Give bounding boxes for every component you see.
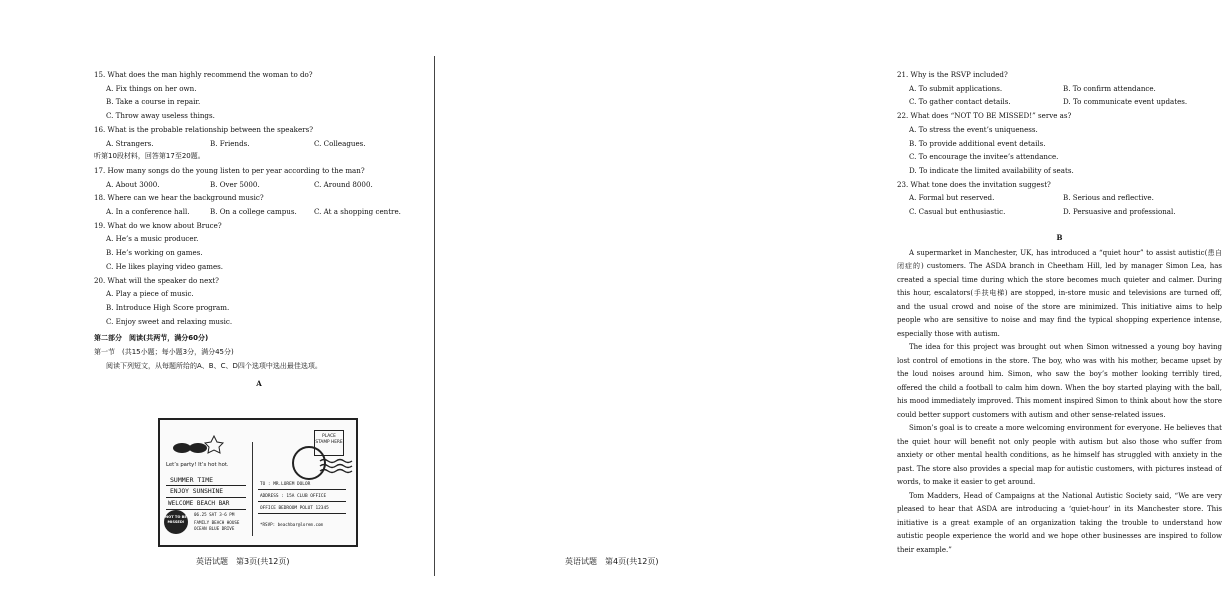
- cancellation-lines-icon: [320, 458, 352, 474]
- not-to-be-missed-badge: NOT TO BE MISSED!: [164, 510, 188, 534]
- q15-option-a: A. Fix things on her own.: [106, 83, 197, 93]
- question-15: 15. What does the man highly recommend the woman to do?: [94, 70, 313, 79]
- sunglasses-cloud-icon: [168, 426, 238, 460]
- q18-option-a: A. In a conference hall.: [106, 207, 190, 217]
- stamp-box: PLACE STAMP HERE: [314, 430, 344, 456]
- q18-option-c: C. At a shopping centre.: [314, 207, 401, 217]
- welcome-beach-bar-label: WELCOME BEACH BAR: [168, 500, 230, 507]
- q16-option-b: B. Friends.: [210, 138, 250, 148]
- q21-option-b: B. To confirm attendance.: [1063, 83, 1156, 93]
- venue-name: FAMILY BEACH HOUSE: [194, 520, 240, 525]
- party-slogan: Let’s party! It’s hot hot.: [166, 462, 229, 468]
- q21-options-cd: [897, 95, 1222, 109]
- question-23: 23. What tone does the invitation suggest?: [897, 179, 1051, 189]
- page-3: [0, 0, 435, 615]
- divider: [166, 485, 246, 486]
- q19-option-a: A. He’s a music producer.: [106, 234, 199, 244]
- rsvp-contact: *RSVP: beachbar@lorem.com: [260, 522, 324, 527]
- page-4: [435, 0, 1222, 615]
- passage-b-paragraph-4: Tom Madders, Head of Campaigns at the National Autistic Society said, “We are very pleased to hear that ASDA are introducing a ‘quiet-hour’ in its Manchester store. This initiative is a great example of an organization taking the trouble to understand how autistic people experience the world and we hope other businesses are inspired to follow their example.”: [897, 491, 1222, 554]
- question-22: 22. What does “NOT TO BE MISSED!” serve as?: [897, 111, 1072, 121]
- q23-options-cd: [897, 205, 1222, 219]
- q17-option-c: C. Around 8000.: [314, 179, 373, 189]
- summer-time-label: SUMMER TIME: [170, 476, 214, 484]
- q21-option-a: A. To submit applications.: [909, 83, 1003, 93]
- recipient-name: TO : MR.LOREM DOLOR: [260, 482, 311, 487]
- question-19: 19. What do we know about Bruce?: [94, 220, 222, 230]
- q22-option-d: D. To indicate the limited availability of seats.: [909, 165, 1074, 175]
- event-time: 06.25 SAT 3-6 PM: [194, 512, 235, 517]
- q16-options: [94, 137, 424, 151]
- passage-a-label: A: [256, 379, 262, 389]
- q19-option-c: C. He likes playing video games.: [106, 261, 224, 271]
- question-17: 17. How many songs do the young listen to per year according to the man?: [94, 165, 365, 175]
- q22-option-a: A. To stress the event’s uniqueness.: [909, 124, 1038, 134]
- passage-b-paragraph-3: Simon’s goal is to create a more welcoming environment for everyone. He believes that the quiet hour will benefit not only people with autism but also those who suffer from anxiety or other mental health conditions, as he himself has struggled with anxiety in the past. The store also provides a special map for autistic customers, with pictures instead of words, to make it easier to get around.: [897, 424, 1222, 487]
- q21-options-ab: [897, 82, 1222, 96]
- q23-option-b: B. Serious and reflective.: [1063, 193, 1154, 203]
- venue-address: OCEAN BLUE DRIVE: [194, 526, 235, 531]
- passage-b-paragraph-1: A supermarket in Manchester, UK, has introduced a “quiet hour” to assist autistic(患自闭症的) customers. The ASDA branch in Cheetham Hill, led by manager Simon Lea, has created a special time during which the store becomes much quieter and calmer. During this hour, escalators(手扶电梯) are stopped, in-store music and televisions are turned off, and the usual crowd and noise of the store are minimized. This initiative aims to help people who are sensitive to noise and may find the typical shopping experience intense, especially those with autism.: [897, 248, 1222, 338]
- q20-option-a: A. Play a piece of music.: [106, 289, 194, 299]
- q17-option-b: B. Over 5000.: [210, 179, 260, 189]
- question-20: 20. What will the speaker do next?: [94, 275, 219, 285]
- address-line: [258, 489, 346, 490]
- q18-options: [94, 205, 424, 219]
- page-4-footer: 英语试题 第4页(共12页): [565, 557, 659, 566]
- q17-options: [94, 178, 424, 192]
- q19-option-b: B. He’s working on games.: [106, 248, 203, 258]
- q21-option-d: D. To communicate event updates.: [1063, 97, 1188, 107]
- q15-option-b: B. Take a course in repair.: [106, 97, 201, 107]
- passage-b-paragraph-2: The idea for this project was brought out when Simon witnessed a young boy having lost control of emotions in the store. The boy, who was with his mother, became upset by the loud noises around him. Simon, who saw the boy’s mother looking terribly tired, offered the child a football to calm him down. When the boy started playing with the ball, his mood immediately improved. This moment inspired Simon to think about how the store could better support customers with autism and other sense-related issues.: [897, 343, 1222, 419]
- part-2-heading: 第二部分 阅读(共两节，满分60分): [94, 334, 209, 343]
- question-16: 16. What is the probable relationship between the speakers?: [94, 124, 314, 134]
- q23-option-d: D. Persuasive and professional.: [1063, 207, 1176, 217]
- q16-option-c: C. Colleagues.: [314, 138, 366, 148]
- q22-option-c: C. To encourage the invitee’s attendance.: [909, 152, 1059, 162]
- address-line: [258, 513, 346, 514]
- party-invitation-postcard: [158, 418, 358, 547]
- q20-option-b: B. Introduce High Score program.: [106, 302, 230, 312]
- recipient-office: OFFICE BEDROOM POLUT 12345: [260, 506, 329, 511]
- postcard-divider: [252, 442, 253, 536]
- q23-options-ab: [897, 191, 1222, 205]
- q18-option-b: B. On a college campus.: [210, 207, 297, 217]
- q16-option-a: A. Strangers.: [106, 138, 154, 148]
- q17-option-a: A. About 3000.: [106, 179, 160, 189]
- q20-option-c: C. Enjoy sweet and relaxing music.: [106, 316, 233, 326]
- page-3-content: [94, 68, 424, 389]
- passage-b-label: B: [1056, 232, 1063, 242]
- q15-option-c: C. Throw away useless things.: [106, 111, 215, 121]
- recipient-address: ADDRESS : 15A CLUB OFFICE: [260, 494, 327, 499]
- q21-option-c: C. To gather contact details.: [909, 97, 1011, 107]
- divider: [166, 497, 246, 498]
- enjoy-sunshine-label: ENJOY SUNSHINE: [170, 488, 224, 495]
- reading-instruction: 阅读下列短文，从每题所给的A、B、C、D四个选项中选出最佳选项。: [106, 361, 322, 370]
- section-1-heading: 第一节 (共15小题；每小题3分，满分45分): [94, 348, 234, 357]
- address-line: [258, 501, 346, 502]
- q22-option-b: B. To provide additional event details.: [909, 138, 1046, 148]
- q23-option-a: A. Formal but reserved.: [909, 193, 995, 203]
- material-10-heading: 听第10段材料，回答第17至20题。: [94, 152, 205, 161]
- question-21: 21. Why is the RSVP included?: [897, 70, 1008, 79]
- page-3-footer: 英语试题 第3页(共12页): [196, 557, 290, 566]
- page-4-content: [897, 68, 1222, 557]
- question-18: 18. Where can we hear the background music?: [94, 193, 264, 203]
- q23-option-c: C. Casual but enthusiastic.: [909, 207, 1006, 217]
